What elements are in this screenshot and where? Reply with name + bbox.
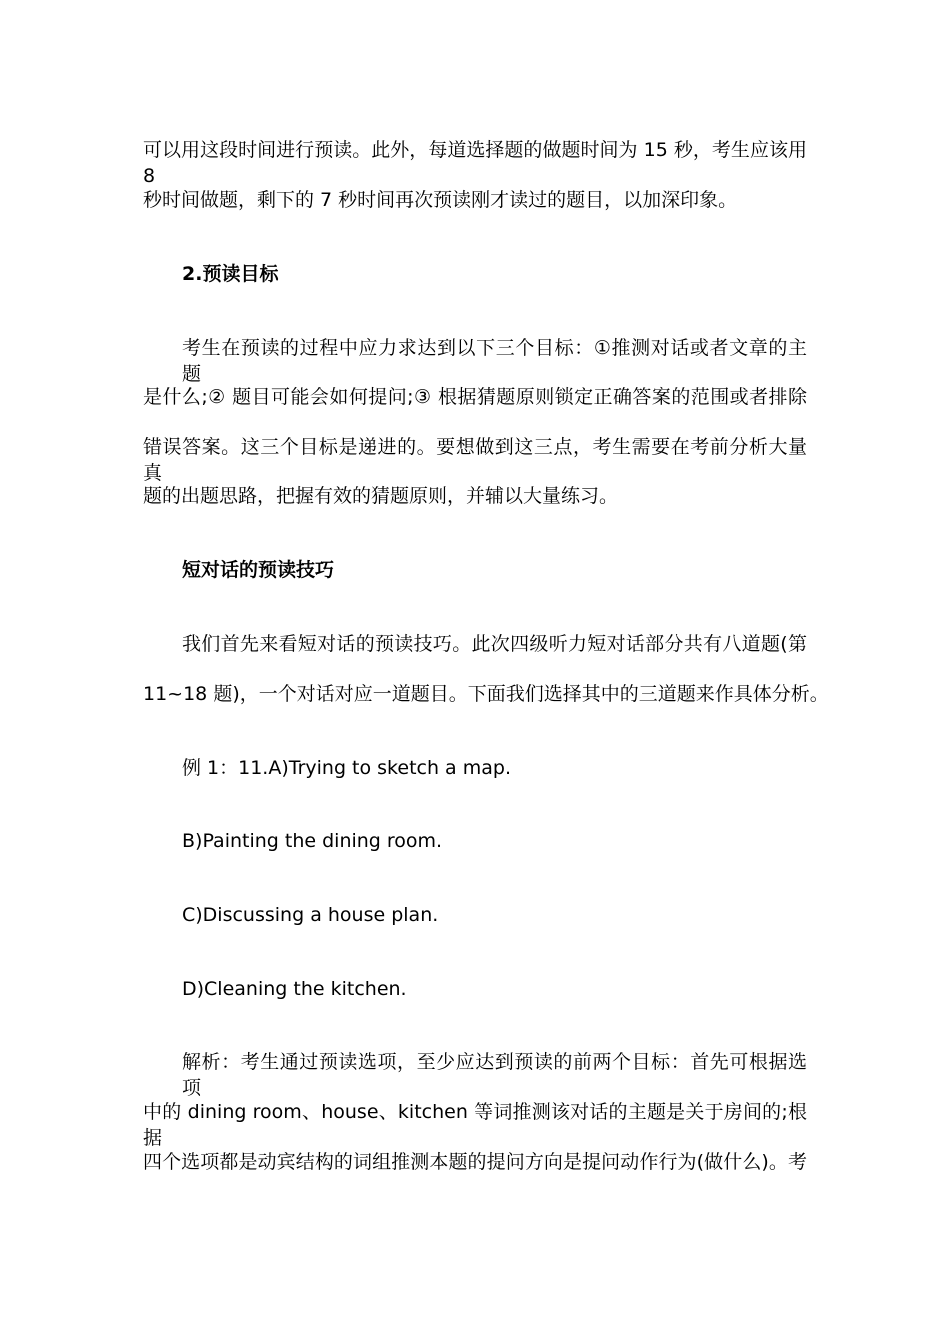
goals-line-2: 是什么;② 题目可能会如何提问;③ 根据猜题原则锁定正确答案的范围或者排除 [143, 386, 807, 408]
intro-line-1: 可以用这段时间进行预读。此外，每道选择题的做题时间为 15 秒，考生应该用 8 [143, 139, 807, 187]
example-1-option-a: 例 1：11.A)Trying to sketch a map. [182, 757, 511, 779]
example-1-option-b: B)Painting the dining room. [182, 830, 443, 852]
goals-line-4: 题的出题思路，把握有效的猜题原则，并辅以大量练习。 [143, 485, 619, 507]
short-dialogue-line-1: 我们首先来看短对话的预读技巧。此次四级听力短对话部分共有八道题(第 [182, 633, 807, 655]
goals-line-3: 错误答案。这三个目标是递进的。要想做到这三点，考生需要在考前分析大量真 [143, 436, 807, 484]
heading-short-dialogue: 短对话的预读技巧 [182, 559, 335, 581]
analysis-line-3: 四个选项都是动宾结构的词组推测本题的提问方向是提问动作行为(做什么)。考 [143, 1151, 807, 1173]
analysis-line-1: 解析：考生通过预读选项，至少应达到预读的前两个目标：首先可根据选项 [182, 1051, 807, 1099]
heading-reading-goals: 2.预读目标 [182, 263, 279, 285]
short-dialogue-line-2: 11~18 题)，一个对话对应一道题目。下面我们选择其中的三道题来作具体分析。 [143, 683, 829, 705]
goals-line-1: 考生在预读的过程中应力求达到以下三个目标：①推测对话或者文章的主题 [182, 337, 807, 385]
analysis-line-2: 中的 dining room、house、kitchen 等词推测该对话的主题是关于房间的;根据 [143, 1101, 807, 1149]
intro-line-2: 秒时间做题，剩下的 7 秒时间再次预读刚才读过的题目，以加深印象。 [143, 189, 738, 211]
example-1-option-c: C)Discussing a house plan. [182, 904, 439, 926]
example-1-option-d: D)Cleaning the kitchen. [182, 978, 407, 1000]
